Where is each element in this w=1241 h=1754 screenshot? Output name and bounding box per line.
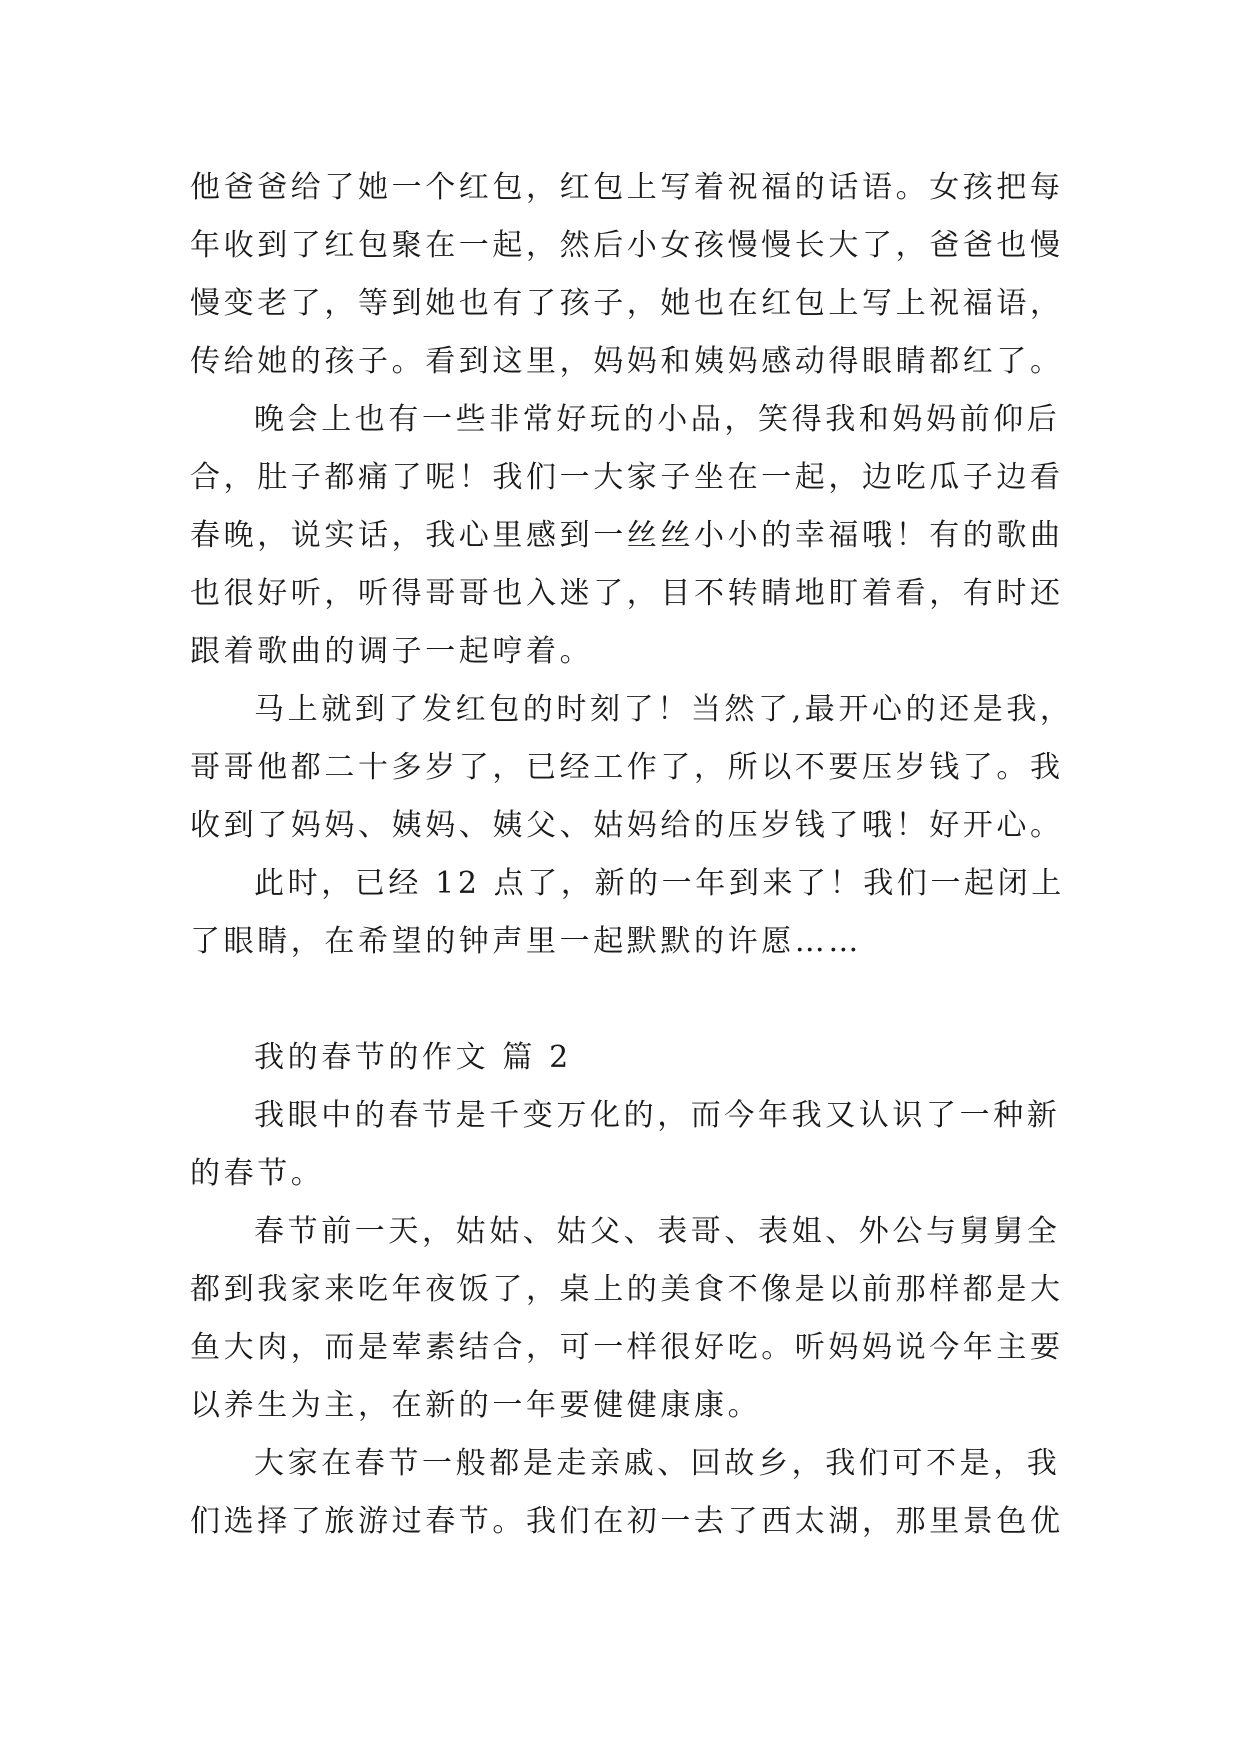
paragraph-first-line: 马上就到了发红包的时刻了！当然了,最开心的还是我， bbox=[254, 692, 1074, 727]
text-line: 了眼睛，在希望的钟声里一起默默的许愿…… bbox=[190, 924, 862, 959]
text-line: 他爸爸给了她一个红包，红包上写着祝福的话语。女孩把每 bbox=[190, 170, 1064, 205]
text-line: 传给她的孩子。看到这里，妈妈和姨妈感动得眼睛都红了。 bbox=[190, 344, 1064, 379]
paragraph-first-line: 此时，已经 12 点了，新的一年到来了！我们一起闭上 bbox=[254, 866, 1065, 901]
paragraph-first-line: 大家在春节一般都是走亲戚、回故乡，我们可不是，我 bbox=[254, 1446, 1061, 1481]
text-line: 以养生为主，在新的一年要健健康康。 bbox=[190, 1388, 762, 1423]
text-line: 鱼大肉，而是荤素结合，可一样很好吃。听妈妈说今年主要 bbox=[190, 1330, 1064, 1365]
text-line: 合，肚子都痛了呢！我们一大家子坐在一起，边吃瓜子边看 bbox=[190, 460, 1064, 495]
paragraph-first-line: 我眼中的春节是千变万化的，而今年我又认识了一种新 bbox=[254, 1098, 1061, 1133]
text-line: 也很好听，听得哥哥也入迷了，目不转睛地盯着看，有时还 bbox=[190, 576, 1064, 611]
paragraph-first-line: 晚会上也有一些非常好玩的小品，笑得我和妈妈前仰后 bbox=[254, 402, 1061, 437]
text-line: 哥哥他都二十多岁了，已经工作了，所以不要压岁钱了。我 bbox=[190, 750, 1064, 785]
text-line: 收到了妈妈、姨妈、姨父、姑妈给的压岁钱了哦！好开心。 bbox=[190, 808, 1064, 843]
paragraph-first-line: 春节前一天，姑姑、姑父、表哥、表姐、外公与舅舅全 bbox=[254, 1214, 1061, 1249]
section-heading: 我的春节的作文 篇 2 bbox=[254, 1040, 572, 1075]
text-line: 慢变老了，等到她也有了孩子，她也在红包上写上祝福语， bbox=[190, 286, 1064, 321]
text-line: 年收到了红包聚在一起，然后小女孩慢慢长大了，爸爸也慢 bbox=[190, 228, 1064, 263]
text-line: 春晚，说实话，我心里感到一丝丝小小的幸福哦！有的歌曲 bbox=[190, 518, 1064, 553]
text-line: 跟着歌曲的调子一起哼着。 bbox=[190, 634, 594, 669]
text-line: 们选择了旅游过春节。我们在初一去了西太湖，那里景色优 bbox=[190, 1504, 1064, 1539]
text-line: 的春节。 bbox=[190, 1156, 325, 1191]
text-line: 都到我家来吃年夜饭了，桌上的美食不像是以前那样都是大 bbox=[190, 1272, 1064, 1307]
